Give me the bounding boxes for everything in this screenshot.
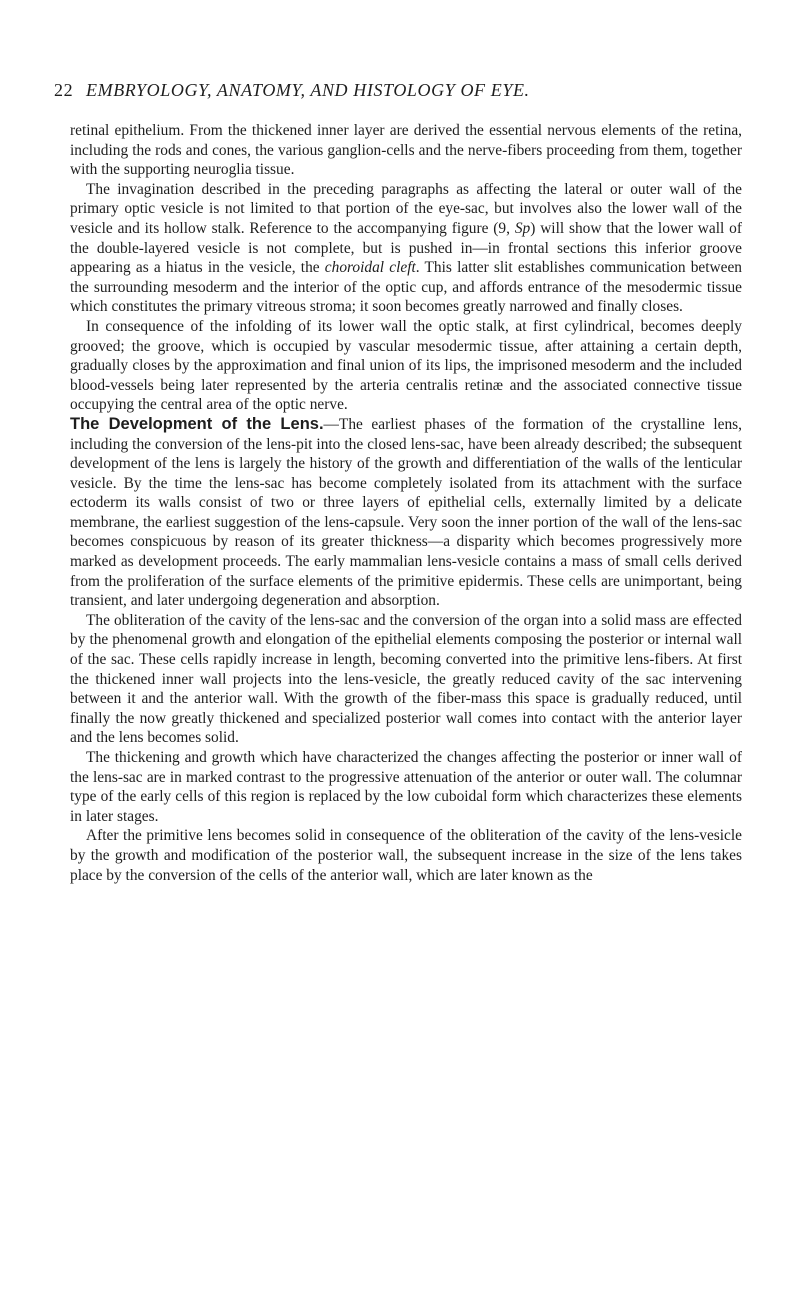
page-number: 22 (54, 80, 74, 100)
text-run: The obliteration of the cavity of the lens-sac and the conversion of the organ into a solid mass are effected by the phenomenal growth and elongation of the epithelial elements composing the posterior or internal wall of the sac. These cells rapidly increase in length, becoming converted into the primitive lens-fibers. At first the thickened inner wall projects into the lens-vesicle, the greatly reduced cavity of the sac intervening between it and the anterior wall. With the growth of the fiber-mass this space is gradually reduced, until finally the now greatly thickened and specialized posterior wall comes into contact with the anterior layer and the lens becomes solid. (70, 611, 742, 747)
paragraph (70, 611, 742, 748)
paragraph (70, 826, 742, 885)
text-run: In consequence of the infolding of its lower wall the optic stalk, at first cylindrical, becomes deeply grooved; the groove, which is occupied by vascular mesodermic tissue, after attaining a certain depth, gradually closes by the approximation and final union of its lips, the imprisoned mesoderm and the included blood-vessels being later represented by the arteria centralis retinæ and the associated connective tissue occupying the central area of the optic nerve. (70, 317, 742, 414)
text-run: —The earliest phases of the formation of the crystalline lens, including the conversion of the lens-pit into the closed lens-sac, have been already described; the subsequent development of the lens is largely the history of the growth and differentiation of the walls of the lenticular vesicle. By the time the lens-sac has become completely isolated from its attachment with the surface ectoderm its walls consist of two or three layers of epithelial cells, externally limited by a delicate membrane, the earliest suggestion of the lens-capsule. Very soon the inner portion of the wall of the lens-sac becomes conspicuous by reason of its greater thickness—a disparity which becomes progressively more marked as development proceeds. The early mammalian lens-vesicle contains a mass of small cells derived from the proliferation of the surface elements of the primitive epidermis. These cells are unimportant, being transient, and later undergoing degeneration and absorption. (70, 415, 742, 610)
text-run: . This latter slit establishes communication between the surrounding mesoderm and the interior of the optic cup, and affords entrance of the mesodermic tissue which constitutes the primary vitreous stroma; it soon becomes greatly narrowed and finally closes. (70, 259, 742, 316)
paragraph (70, 121, 742, 180)
paragraph (70, 415, 742, 611)
text-run: ) will show that the lower wall of the double-layered vesicle is not complete, but is pushed in—in frontal sections this inferior groove appearing as a hiatus in the vesicle, the (70, 219, 742, 277)
italic-text: choroidal cleft (324, 259, 416, 277)
text-run: The thickening and growth which have characterized the changes affecting the posterior or inner wall of the lens-sac are in marked contrast to the progressive attenuation of the anterior or outer wall. The columnar type of the early cells of this region is replaced by the low cuboidal form which characterizes these elements in later stages. (70, 749, 742, 825)
running-head (54, 80, 744, 106)
section-heading: The Development of the Lens. (70, 414, 324, 433)
book-title: EMBRYOLOGY, ANATOMY, AND HISTOLOGY OF EYE. (86, 80, 530, 100)
paragraph (70, 317, 742, 415)
body-text (70, 121, 742, 885)
text-run: retinal epithelium. From the thickened inner layer are derived the essential nervous elements of the retina, including the rods and cones, the various ganglion-cells and the nerve-fibers proceeding from them, together with the supporting neuroglia tissue. (70, 122, 742, 179)
paragraph (70, 748, 742, 826)
italic-text: Sp (514, 219, 531, 237)
paragraph (70, 180, 742, 317)
text-run: After the primitive lens becomes solid in consequence of the obliteration of the cavity of the lens-vesicle by the growth and modification of the posterior wall, the subsequent increase in the size of the lens takes place by the conversion of the cells of the anterior wall, which are later known as the (70, 827, 742, 884)
text-run: The invagination described in the preceding paragraphs as affecting the lateral or outer wall of the primary optic vesicle is not limited to that portion of the eye-sac, but involves also the lower wall of the vesicle and its hollow stalk. Reference to the accompanying figure (9, (70, 180, 742, 237)
